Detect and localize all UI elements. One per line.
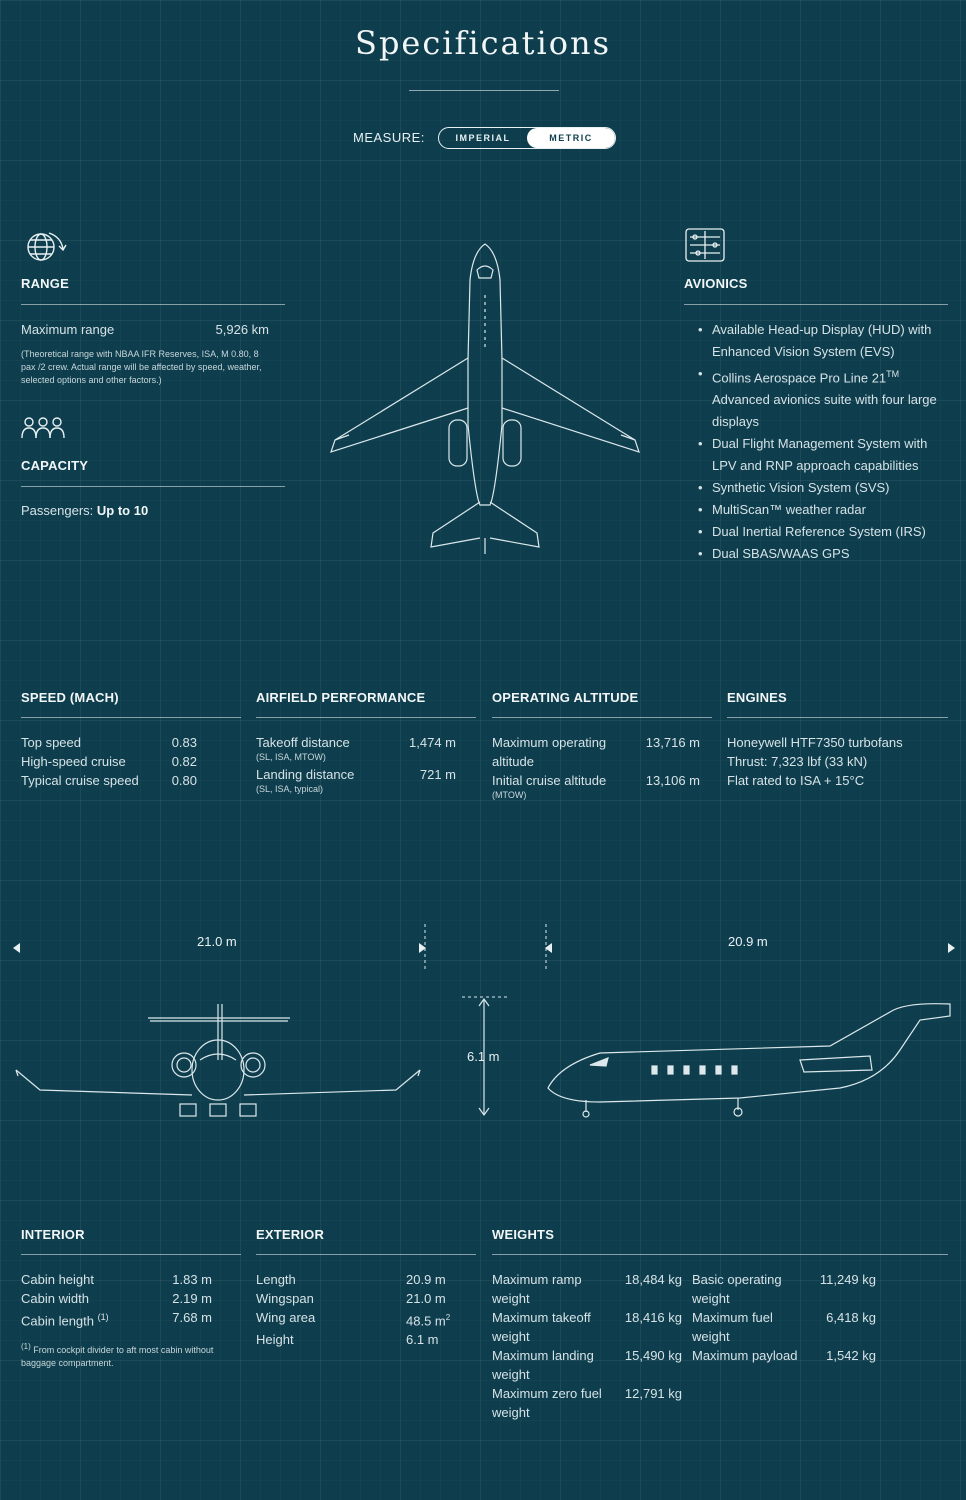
list-item: Flat rated to ISA + 15°C [727, 773, 865, 788]
list-item: • Dual SBAS/WAAS GPS [698, 543, 950, 565]
aircraft-front-view [16, 1004, 420, 1116]
list-item: • Dual Flight Management System with LPV and RNP approach capabilities [698, 433, 950, 477]
engines-divider [727, 717, 948, 718]
table-row: Maximum takeoff weight 18,416 kg [492, 1310, 682, 1344]
height-dimension: 6.1 m [467, 1049, 500, 1064]
table-row: Landing distance 721 m [256, 767, 456, 782]
engines-heading: ENGINES [727, 690, 787, 705]
table-row: Cabin length $^{(1)}$ 7.68 m [21, 1310, 212, 1329]
range-row [21, 320, 269, 339]
airfield-heading: AIRFIELD PERFORMANCE [256, 690, 426, 705]
interior-heading: INTERIOR [21, 1227, 85, 1242]
range-heading: RANGE [21, 276, 69, 291]
table-row: Cabin height 1.83 m [21, 1272, 212, 1287]
measure-label: MEASURE: [353, 130, 425, 145]
altitude-table: Maximum operating altitude 13,716 m Initial cruise altitude 13,106 m (MTOW) [492, 735, 700, 800]
exterior-table [256, 1270, 456, 1349]
table-row: Maximum operating altitude 13,716 m [492, 735, 700, 769]
list-item: • Available Head-up Display (HUD) with Enhanced Vision System (EVS) [698, 319, 950, 363]
table-row: High-speed cruise 0.82 [21, 754, 197, 769]
table-row: Height 6.1 m [256, 1332, 439, 1348]
capacity-row [21, 501, 148, 520]
table-row: Takeoff distance 1,474 m [256, 735, 456, 750]
avionics-panel-icon [684, 227, 726, 263]
engines-list [727, 733, 948, 790]
avionics-heading: AVIONICS [684, 276, 748, 291]
speed-divider [21, 717, 241, 718]
range-value: 5,926 km [215, 322, 269, 337]
length-dimension: 20.9 m [728, 934, 768, 949]
table-row: Wingspan 21.0 m [256, 1291, 446, 1306]
speed-table [21, 733, 197, 790]
avionics-list [698, 319, 950, 565]
aircraft-side-view [548, 1004, 950, 1117]
table-row: Cabin width 2.19 m [21, 1291, 212, 1306]
speed-heading: SPEED (MACH) [21, 690, 119, 705]
weights-table-right [692, 1270, 876, 1365]
passengers-icon [21, 416, 65, 440]
weights-table-left [492, 1270, 682, 1422]
airfield-divider [256, 717, 476, 718]
table-row: Maximum zero fuel weight 12,791 kg [492, 1386, 682, 1420]
measure-toggle[interactable] [438, 127, 616, 149]
table-row: Maximum payload 1,542 kg [692, 1348, 876, 1363]
table-row: Maximum ramp weight 18,484 kg [492, 1272, 682, 1306]
range-label: Maximum range [21, 322, 115, 337]
table-row: Maximum landing weight 15,490 kg [492, 1348, 682, 1382]
table-row: Initial cruise altitude 13,106 m [492, 773, 700, 788]
table-row: Top speed 0.83 [21, 735, 197, 750]
list-item: • Dual Inertial Reference System (IRS) [698, 521, 950, 543]
imperial-option[interactable]: IMPERIAL [455, 133, 511, 143]
list-item: • Collins Aerospace Pro Line 21™ Advanced avionics suite with four large displays [698, 363, 950, 433]
table-row: Length 20.9 m [256, 1272, 446, 1287]
table-row: Wing area 48.5 $m^2$ [256, 1310, 451, 1329]
table-row: Typical cruise speed 0.80 [21, 773, 197, 788]
list-item: • MultiScan™ weather radar [698, 499, 950, 521]
dimensions-diagram [0, 920, 966, 1135]
aircraft-top-view [325, 240, 645, 560]
avionics-divider [684, 304, 948, 305]
list-item: • Synthetic Vision System (SVS) [698, 477, 950, 499]
interior-table [21, 1270, 212, 1330]
table-row: Basic operating weight 11,249 kg [692, 1272, 876, 1306]
page-title: Specifications [355, 24, 611, 62]
exterior-divider [256, 1254, 476, 1255]
capacity-heading: CAPACITY [21, 458, 89, 473]
metric-option[interactable]: METRIC [527, 128, 615, 148]
list-item: Thrust: 7,323 lbf (33 kN) [727, 754, 868, 769]
altitude-heading: OPERATING ALTITUDE [492, 690, 639, 705]
range-divider [21, 304, 285, 305]
airfield-table: Takeoff distance 1,474 m (SL, ISA, MTOW) Landing distance 721 m (SL, ISA, typical) [256, 735, 456, 794]
table-row: Maximum fuel weight 6,418 kg [692, 1310, 876, 1344]
globe-range-icon [21, 229, 67, 265]
capacity-label: Passengers: [21, 503, 94, 518]
title-divider [409, 90, 559, 91]
list-item: Honeywell HTF7350 turbofans [727, 735, 903, 750]
weights-heading: WEIGHTS [492, 1227, 555, 1242]
wingspan-dimension: 21.0 m [197, 934, 237, 949]
interior-footnote: $^{(1)}$ From cockpit divider to aft most cabin without baggage compartment. [21, 1342, 214, 1368]
exterior-heading: EXTERIOR [256, 1227, 325, 1242]
weights-divider [492, 1254, 948, 1255]
range-note: (Theoretical range with NBAA IFR Reserves, ISA, M 0.80, 8 pax /2 crew. Actual range will be affected by speed, weather, selected options and other factors.) [21, 349, 262, 385]
altitude-divider [492, 717, 712, 718]
capacity-value: Up to 10 [96, 503, 149, 518]
interior-divider [21, 1254, 241, 1255]
capacity-divider [21, 486, 285, 487]
